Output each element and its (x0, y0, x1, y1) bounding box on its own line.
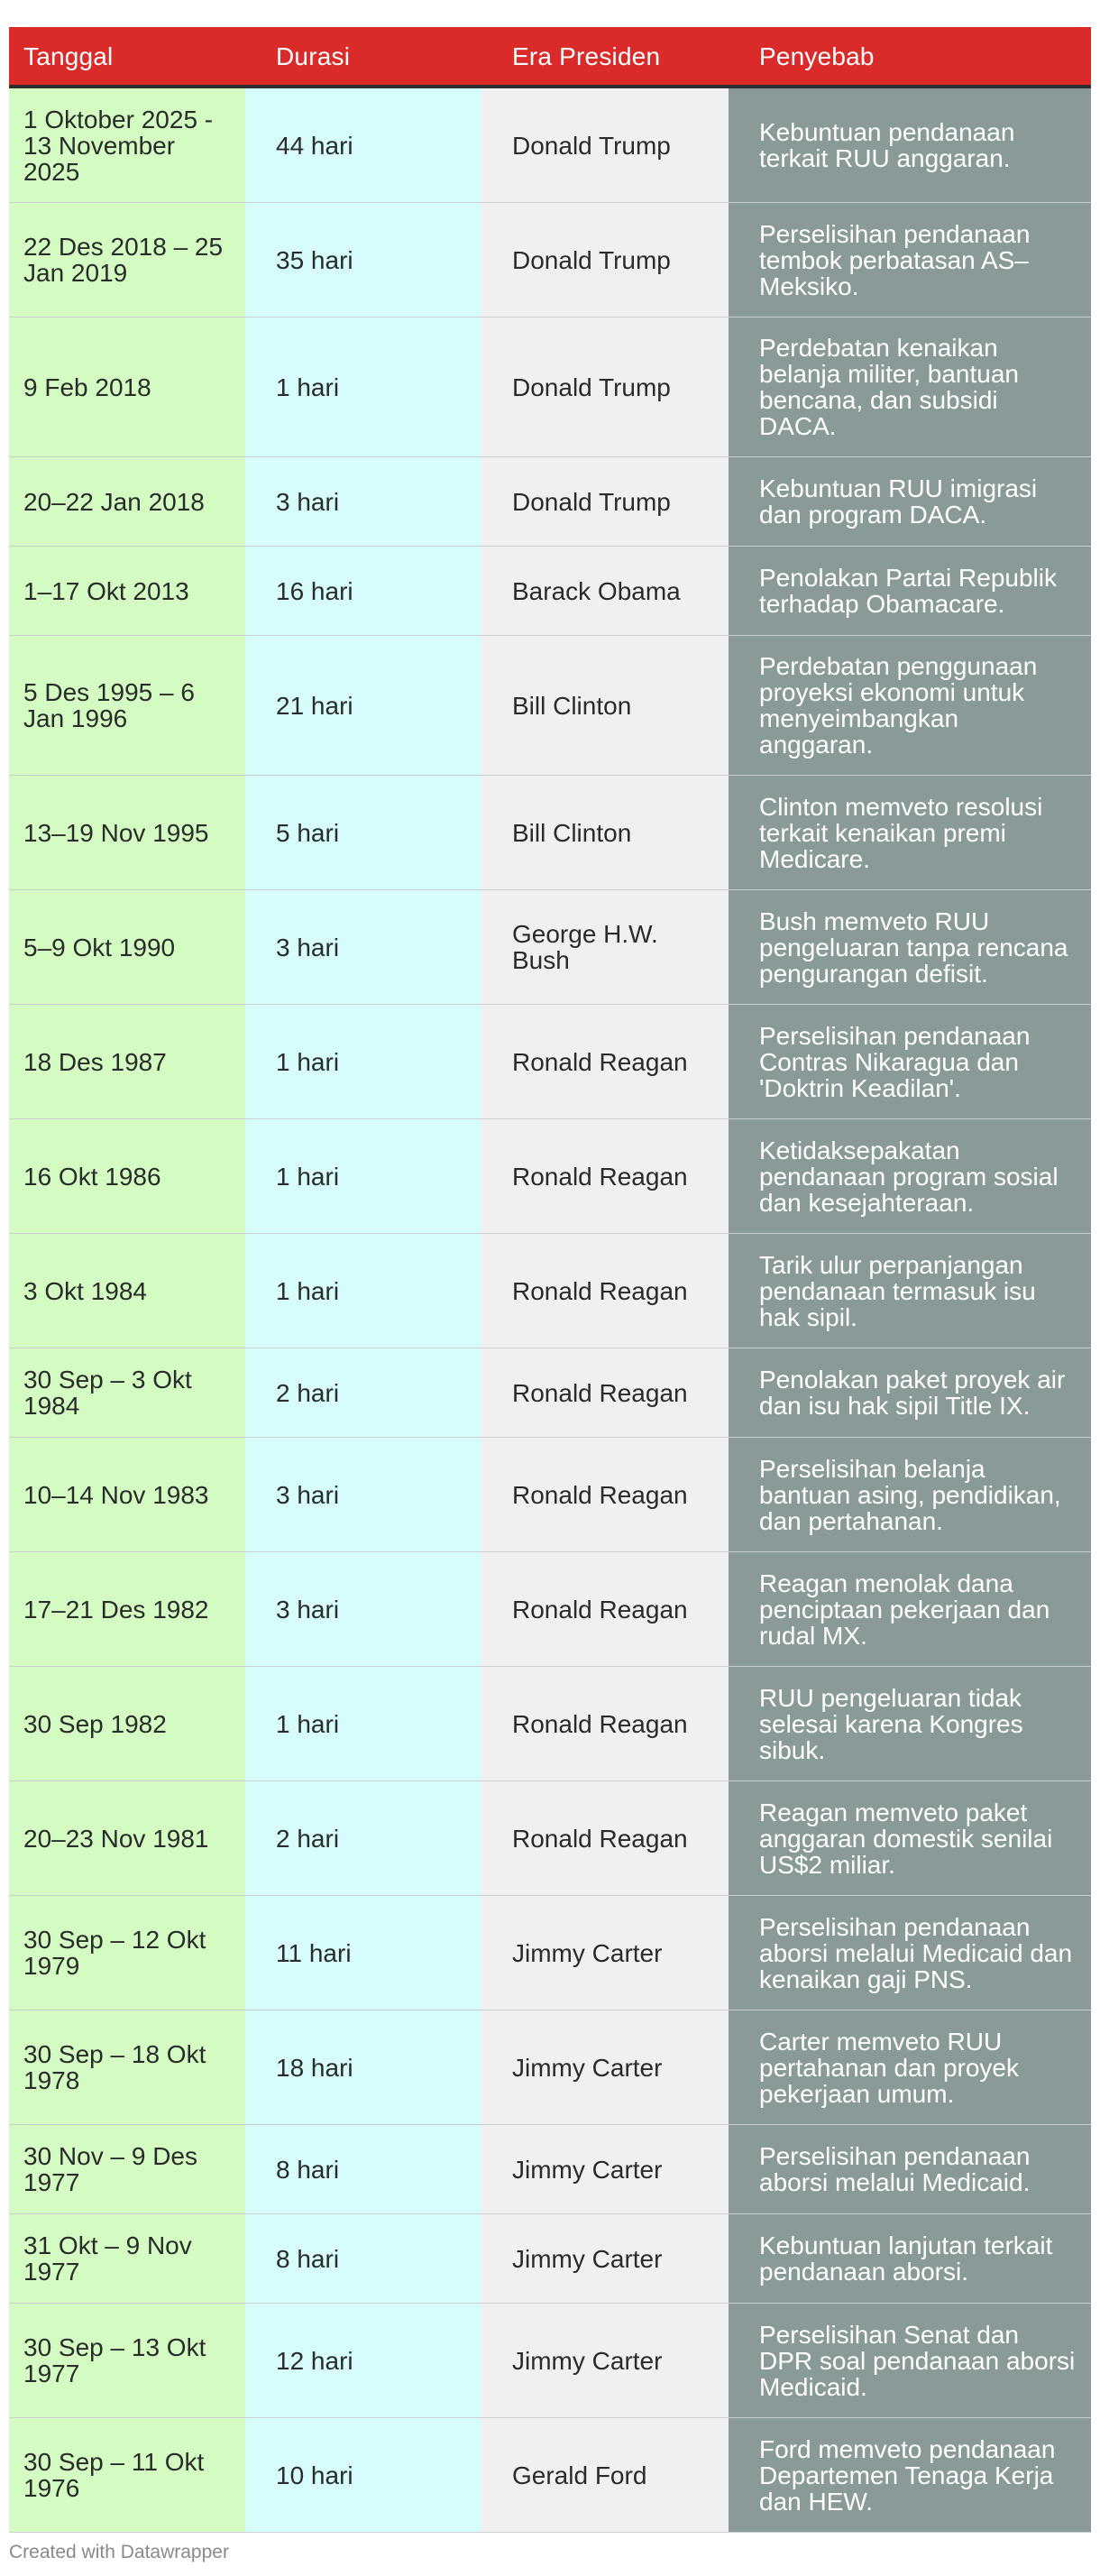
row-duration: 18 hari (245, 2010, 481, 2124)
row-president: Jimmy Carter (481, 2214, 729, 2303)
table-body (9, 88, 1091, 2533)
row-duration: 21 hari (245, 636, 481, 775)
header-date[interactable]: Tanggal (23, 41, 114, 70)
row-date: 20–22 Jan 2018 (9, 457, 245, 546)
table-row (9, 2418, 1091, 2533)
row-date: 1 Oktober 2025 - 13 November 2025 (9, 88, 245, 202)
table-row (9, 1348, 1091, 1438)
header-duration[interactable]: Durasi (276, 41, 351, 70)
row-date: 20–23 Nov 1981 (9, 1781, 245, 1895)
row-duration: 35 hari (245, 203, 481, 317)
row-duration: 2 hari (245, 1348, 481, 1437)
row-cause: Reagan memveto paket anggaran domestik senilai US$2 miliar. (729, 1781, 1091, 1895)
row-president: Barack Obama (481, 547, 729, 635)
row-cause: Perdebatan kenaikan belanja militer, bantuan bencana, dan subsidi DACA. (729, 317, 1091, 456)
row-date: 16 Okt 1986 (9, 1119, 245, 1233)
table-header (9, 27, 1091, 88)
row-cause: Kebuntuan pendanaan terkait RUU anggaran. (729, 88, 1091, 202)
row-president: Jimmy Carter (481, 2304, 729, 2417)
table-row (9, 636, 1091, 776)
row-cause: Bush memveto RUU pengeluaran tanpa rencana pengurangan defisit. (729, 890, 1091, 1004)
row-president: Ronald Reagan (481, 1348, 729, 1437)
row-cause: RUU pengeluaran tidak selesai karena Kongres sibuk. (729, 1667, 1091, 1780)
header-president[interactable]: Era Presiden (512, 41, 661, 70)
row-duration: 12 hari (245, 2304, 481, 2417)
row-duration: 44 hari (245, 88, 481, 202)
table-row (9, 457, 1091, 547)
row-cause: Kebuntuan lanjutan terkait pendanaan aborsi. (729, 2214, 1091, 2303)
row-date: 17–21 Des 1982 (9, 1552, 245, 1666)
row-date: 1–17 Okt 2013 (9, 547, 245, 635)
row-duration: 1 hari (245, 1119, 481, 1233)
row-president: Ronald Reagan (481, 1667, 729, 1780)
row-duration: 8 hari (245, 2214, 481, 2303)
row-cause: Perselisihan pendanaan Contras Nikaragua dan 'Doktrin Keadilan'. (729, 1005, 1091, 1118)
row-president: Ronald Reagan (481, 1438, 729, 1551)
table-row (9, 1119, 1091, 1234)
row-date: 3 Okt 1984 (9, 1234, 245, 1348)
row-cause: Perselisihan Senat dan DPR soal pendanaan aborsi Medicaid. (729, 2304, 1091, 2417)
table-row (9, 1005, 1091, 1119)
row-cause: Ketidaksepakatan pendanaan program sosial dan kesejahteraan. (729, 1119, 1091, 1233)
row-duration: 16 hari (245, 547, 481, 635)
row-president: Donald Trump (481, 457, 729, 546)
row-president: Jimmy Carter (481, 2010, 729, 2124)
row-president: Jimmy Carter (481, 2125, 729, 2213)
table-row (9, 1552, 1091, 1667)
row-president: Donald Trump (481, 88, 729, 202)
table-row (9, 2125, 1091, 2214)
row-date: 13–19 Nov 1995 (9, 776, 245, 889)
table-row (9, 1438, 1091, 1552)
row-president: Bill Clinton (481, 636, 729, 775)
row-president: Ronald Reagan (481, 1552, 729, 1666)
row-duration: 3 hari (245, 1438, 481, 1551)
row-cause: Reagan menolak dana penciptaan pekerjaan dan rudal MX. (729, 1552, 1091, 1666)
row-duration: 11 hari (245, 1896, 481, 2010)
table-row (9, 88, 1091, 203)
row-duration: 10 hari (245, 2418, 481, 2532)
table-row (9, 1896, 1091, 2010)
row-duration: 3 hari (245, 890, 481, 1004)
row-president: Donald Trump (481, 203, 729, 317)
row-president: Bill Clinton (481, 776, 729, 889)
row-date: 30 Nov – 9 Des 1977 (9, 2125, 245, 2213)
row-duration: 5 hari (245, 776, 481, 889)
row-cause: Clinton memveto resolusi terkait kenaikan premi Medicare. (729, 776, 1091, 889)
row-cause: Carter memveto RUU pertahanan dan proyek pekerjaan umum. (729, 2010, 1091, 2124)
row-cause: Perselisihan belanja bantuan asing, pendidikan, dan pertahanan. (729, 1438, 1091, 1551)
row-date: 31 Okt – 9 Nov 1977 (9, 2214, 245, 2303)
row-date: 10–14 Nov 1983 (9, 1438, 245, 1551)
row-date: 22 Des 2018 – 25 Jan 2019 (9, 203, 245, 317)
row-date: 30 Sep – 3 Okt 1984 (9, 1348, 245, 1437)
row-duration: 1 hari (245, 1005, 481, 1118)
row-date: 30 Sep – 11 Okt 1976 (9, 2418, 245, 2532)
table-row (9, 317, 1091, 457)
row-date: 18 Des 1987 (9, 1005, 245, 1118)
table-row (9, 547, 1091, 636)
row-cause: Perselisihan pendanaan aborsi melalui Medicaid dan kenaikan gaji PNS. (729, 1896, 1091, 2010)
row-president: Ronald Reagan (481, 1005, 729, 1118)
row-president: George H.W. Bush (481, 890, 729, 1004)
row-cause: Penolakan Partai Republik terhadap Obamacare. (729, 547, 1091, 635)
datawrapper-credit[interactable]: Created with Datawrapper (9, 2542, 229, 2562)
table-row (9, 2010, 1091, 2125)
table-row (9, 203, 1091, 317)
row-duration: 1 hari (245, 1234, 481, 1348)
row-president: Gerald Ford (481, 2418, 729, 2532)
row-cause: Penolakan paket proyek air dan isu hak sipil Title IX. (729, 1348, 1091, 1437)
table-row (9, 2214, 1091, 2304)
row-date: 5 Des 1995 – 6 Jan 1996 (9, 636, 245, 775)
row-duration: 2 hari (245, 1781, 481, 1895)
row-duration: 8 hari (245, 2125, 481, 2213)
table-row (9, 1667, 1091, 1781)
row-duration: 3 hari (245, 457, 481, 546)
row-duration: 1 hari (245, 1667, 481, 1780)
row-cause: Perselisihan pendanaan tembok perbatasan AS–Meksiko. (729, 203, 1091, 317)
row-president: Ronald Reagan (481, 1119, 729, 1233)
row-cause: Kebuntuan RUU imigrasi dan program DACA. (729, 457, 1091, 546)
table-row (9, 890, 1091, 1005)
header-cause[interactable]: Penyebab (759, 41, 875, 70)
row-date: 5–9 Okt 1990 (9, 890, 245, 1004)
row-president: Donald Trump (481, 317, 729, 456)
table-row (9, 2304, 1091, 2418)
row-date: 9 Feb 2018 (9, 317, 245, 456)
row-date: 30 Sep – 12 Okt 1979 (9, 1896, 245, 2010)
row-president: Ronald Reagan (481, 1234, 729, 1348)
row-date: 30 Sep – 13 Okt 1977 (9, 2304, 245, 2417)
row-cause: Tarik ulur perpanjangan pendanaan termasuk isu hak sipil. (729, 1234, 1091, 1348)
table-row (9, 776, 1091, 890)
row-cause: Perselisihan pendanaan aborsi melalui Medicaid. (729, 2125, 1091, 2213)
row-duration: 3 hari (245, 1552, 481, 1666)
shutdown-table (9, 27, 1091, 2533)
row-cause: Perdebatan penggunaan proyeksi ekonomi untuk menyeimbangkan anggaran. (729, 636, 1091, 775)
table-row (9, 1234, 1091, 1348)
row-president: Ronald Reagan (481, 1781, 729, 1895)
table-row (9, 1781, 1091, 1896)
row-date: 30 Sep 1982 (9, 1667, 245, 1780)
row-president: Jimmy Carter (481, 1896, 729, 2010)
row-cause: Ford memveto pendanaan Departemen Tenaga Kerja dan HEW. (729, 2418, 1091, 2532)
row-date: 30 Sep – 18 Okt 1978 (9, 2010, 245, 2124)
row-duration: 1 hari (245, 317, 481, 456)
